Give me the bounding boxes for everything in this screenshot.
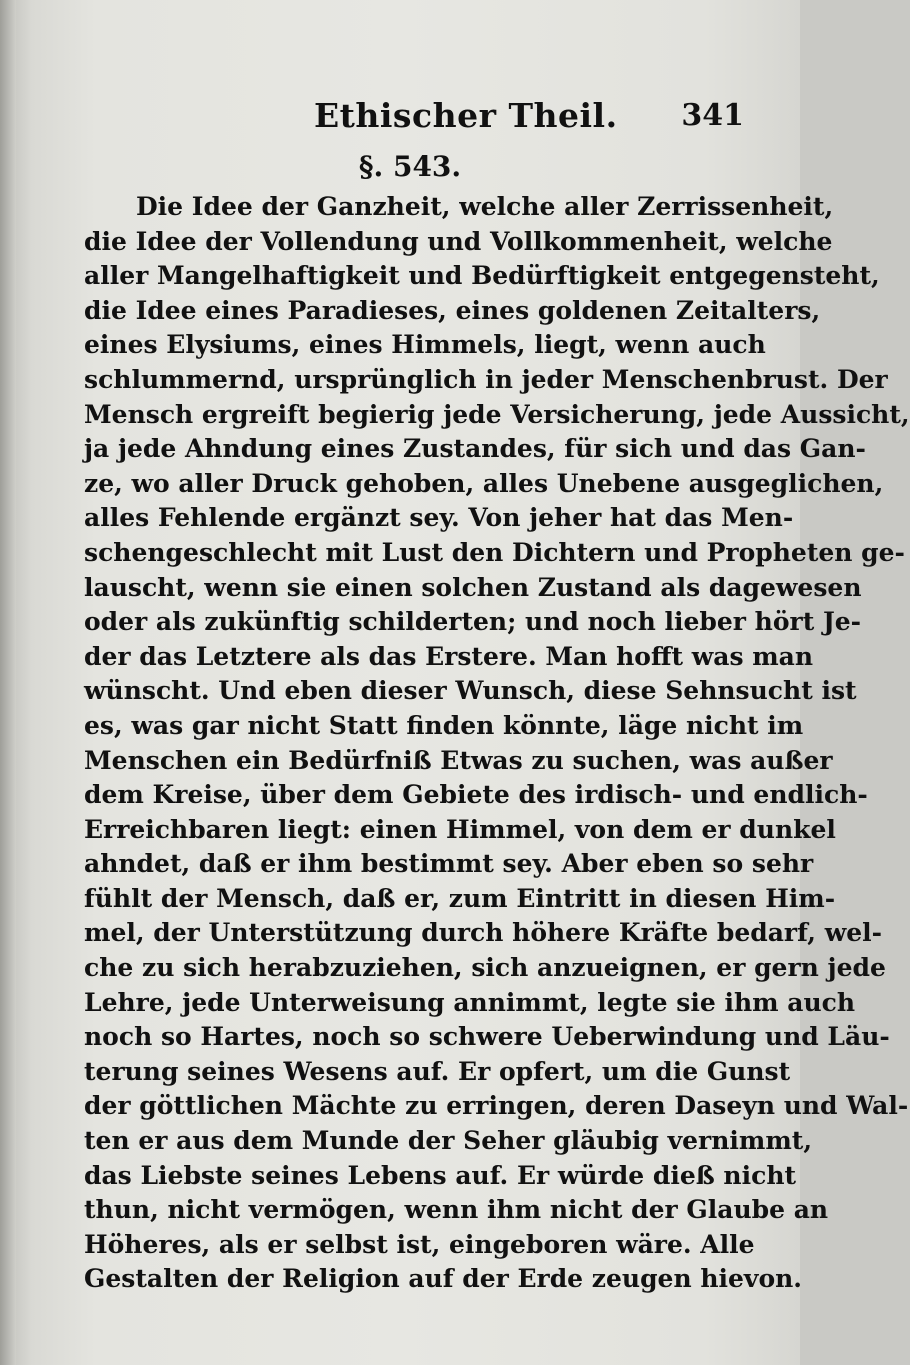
text-line: eines Elysiums, eines Himmels, liegt, wenn auch [84, 330, 766, 360]
text-line: es, was gar nicht Statt finden könnte, läge nicht im [84, 710, 804, 740]
section-number: §. 543. [358, 150, 462, 183]
text-line: Gestalten der Religion auf der Erde zeugen hievon. [84, 1264, 802, 1294]
text-line: ja jede Ahndung eines Zustandes, für sich und das Gan- [84, 434, 866, 464]
text-line: fühlt der Mensch, daß er, zum Eintritt in diesen Him- [84, 883, 836, 913]
text-line: der das Letztere als das Erstere. Man hofft was man [84, 641, 814, 671]
text-line: Menschen ein Bedürfniß Etwas zu suchen, was außer [84, 745, 833, 775]
body-text [84, 190, 910, 1297]
text-line: alles Fehlende ergänzt sey. Von jeher hat das Men- [84, 503, 794, 533]
text-line: terung seines Wesens auf. Er opfert, um die Gunst [84, 1056, 791, 1086]
text-line: ze, wo aller Druck gehoben, alles Unebene ausgeglichen, [84, 468, 884, 498]
text-line: lauscht, wenn sie einen solchen Zustand als dagewesen [84, 572, 862, 602]
text-line: der göttlichen Mächte zu erringen, deren Daseyn und Wal- [84, 1091, 909, 1121]
text-line: noch so Hartes, noch so schwere Ueberwindung und Läu- [84, 1022, 890, 1052]
text-line: das Liebste seines Lebens auf. Er würde dieß nicht [84, 1160, 797, 1190]
text-line: die Idee der Vollendung und Vollkommenheit, welche [84, 226, 833, 256]
text-line: schengeschlecht mit Lust den Dichtern und Propheten ge- [84, 537, 905, 567]
text-line: thun, nicht vermögen, wenn ihm nicht der Glaube an [84, 1195, 829, 1225]
page-gutter-shadow [0, 0, 16, 1365]
running-title: Ethischer Theil. [314, 96, 618, 135]
text-line: Höheres, als er selbst ist, eingeboren wäre. Alle [84, 1229, 755, 1259]
text-line: dem Kreise, über dem Gebiete des irdisch- und endlich- [84, 780, 868, 810]
text-line: Mensch ergreift begierig jede Versicherung, jede Aussicht, [84, 399, 910, 429]
text-line: ten er aus dem Munde der Seher gläubig vernimmt, [84, 1126, 813, 1156]
text-line: oder als zukünftig schilderten; und noch lieber hört Je- [84, 607, 862, 637]
text-line: che zu sich herabzuziehen, sich anzueignen, er gern jede [84, 953, 886, 983]
text-line: die Idee eines Paradieses, eines goldenen Zeitalters, [84, 295, 821, 325]
page-header [84, 96, 744, 146]
text-line: schlummernd, ursprünglich in jeder Menschenbrust. Der [84, 364, 888, 394]
page-number: 341 [681, 98, 744, 133]
text-line: wünscht. Und eben dieser Wunsch, diese Sehnsucht ist [84, 676, 857, 706]
text-line: Lehre, jede Unterweisung annimmt, legte sie ihm auch [84, 987, 856, 1017]
text-line: mel, der Unterstützung durch höhere Kräfte bedarf, wel- [84, 918, 883, 948]
text-line: Die Idee der Ganzheit, welche aller Zerrissenheit, [136, 192, 834, 221]
text-line: ahndet, daß er ihm bestimmt sey. Aber eben so sehr [84, 849, 814, 879]
text-line: Erreichbaren liegt: einen Himmel, von dem er dunkel [84, 814, 836, 844]
text-line: aller Mangelhaftigkeit und Bedürftigkeit entgegensteht, [84, 261, 880, 291]
